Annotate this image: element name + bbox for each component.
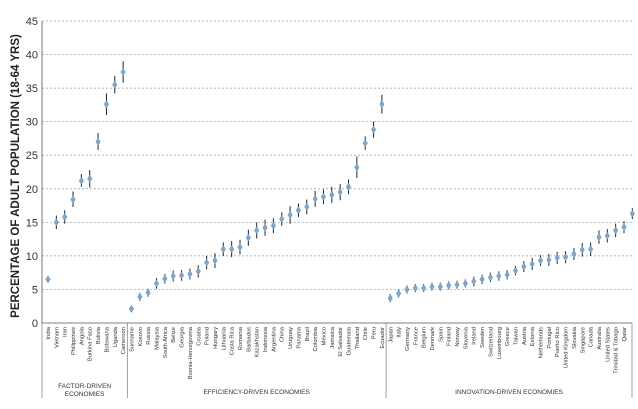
y-axis-title: PERCENTAGE OF ADULT POPULATION (18-64 YRS) [10, 34, 22, 318]
x-tick-label: Botswana [104, 327, 111, 353]
x-tick-label: Japan [388, 327, 395, 343]
data-point [363, 140, 368, 147]
x-tick-label: Burkina Faso [87, 327, 94, 362]
x-tick-label: Slovakia [571, 327, 578, 349]
y-tick-label: 45 [25, 16, 38, 28]
data-point [313, 195, 318, 202]
x-tick-label: Georgia [179, 327, 186, 348]
data-point [522, 263, 527, 270]
data-point [463, 280, 468, 287]
data-point [146, 289, 151, 296]
data-point [171, 272, 176, 279]
x-tick-label: France [413, 327, 420, 346]
x-tick-label: Chile [363, 327, 370, 341]
data-point [196, 268, 201, 275]
x-tick-label: Canada [588, 327, 595, 348]
x-tick-label: Austria [521, 327, 528, 346]
group-label: EFFICIENCY-DRIVEN ECONOMIES [203, 389, 310, 396]
data-point [588, 246, 593, 253]
data-points [46, 61, 635, 312]
data-point [613, 227, 618, 234]
data-point [213, 257, 218, 264]
data-point [555, 254, 560, 261]
data-point [513, 267, 518, 274]
x-tick-label: India [46, 327, 52, 340]
x-tick-label: China [279, 327, 286, 343]
x-tick-label: South Africa [162, 327, 169, 359]
y-tick-label: 40 [25, 49, 38, 62]
x-tick-label: Iran [62, 327, 69, 337]
x-tick-label: Peru [371, 327, 378, 340]
x-tick-label: Netherlands [538, 327, 545, 359]
x-tick-label: Spain [438, 327, 445, 342]
data-point [405, 286, 410, 293]
x-tick-label: Costa Rica [229, 327, 236, 356]
x-tick-label: Lithuania [221, 327, 228, 351]
data-point [421, 285, 426, 292]
x-tick-label: Slovenia [463, 327, 470, 350]
data-point [446, 282, 451, 289]
x-tick-label: Brazil [304, 327, 311, 342]
y-tick-label: 30 [25, 116, 38, 129]
data-point [304, 203, 309, 210]
x-tick-label: Vietnam [54, 327, 61, 349]
data-point [279, 215, 284, 222]
data-point [505, 271, 510, 278]
x-tick-label: Taiwan [513, 327, 520, 346]
data-point [572, 250, 577, 257]
data-point [229, 246, 234, 253]
x-tick-label: Poland [204, 327, 211, 346]
x-tick-label: Barbados [246, 327, 253, 352]
y-tick-label: 35 [25, 83, 38, 96]
x-tick-label: Belize [171, 327, 178, 343]
x-tick-label: Mexico [321, 327, 328, 346]
x-tick-label: Romania [238, 327, 244, 351]
data-point [271, 222, 276, 229]
x-tick-label: Suriname [129, 327, 136, 352]
x-tick-label: Trinidad & Tobago [613, 327, 620, 374]
data-point [54, 219, 59, 226]
y-axis-ticks [26, 16, 38, 330]
data-point [138, 293, 143, 300]
data-point [455, 281, 460, 288]
data-point [480, 276, 485, 283]
data-point [597, 233, 602, 240]
x-tick-label: Belgium [421, 327, 428, 348]
x-tick-label: Jamaica [329, 327, 336, 349]
x-tick-label: Luxembourg [496, 326, 503, 360]
x-tick-label: Colombia [313, 327, 320, 352]
data-point [129, 305, 134, 312]
x-tick-label: Sweden [480, 327, 487, 348]
data-point [188, 270, 193, 277]
y-tick-label: 15 [25, 217, 38, 230]
economy-group-labels [58, 383, 563, 398]
y-tick-label: 5 [31, 284, 38, 297]
gridlines [42, 21, 632, 289]
data-point [246, 234, 251, 241]
data-point [62, 213, 67, 220]
y-tick-label: 0 [31, 318, 38, 330]
data-point [163, 275, 168, 282]
data-point [547, 256, 552, 263]
x-tick-label: Estonia [530, 327, 537, 347]
data-point [112, 81, 117, 88]
x-tick-label: Hungary [212, 327, 219, 349]
data-point [263, 224, 268, 231]
data-point [221, 246, 226, 253]
data-point [104, 101, 109, 108]
x-tick-label: Qatar [622, 327, 628, 342]
x-tick-label: Finland [446, 327, 453, 347]
data-point [605, 232, 610, 239]
x-tick-label: Singapore [580, 327, 587, 354]
data-point [96, 138, 101, 145]
x-tick-label: Denmark [430, 327, 436, 351]
x-axis-category-labels [46, 326, 628, 379]
data-point [371, 126, 376, 133]
x-tick-label: Ecuador [379, 327, 386, 349]
data-point [380, 101, 385, 108]
data-point [563, 254, 568, 261]
x-tick-label: Guatemala [346, 327, 353, 356]
x-tick-label: Kosovo [137, 327, 144, 347]
data-point [413, 285, 418, 292]
data-point [471, 278, 476, 285]
data-point [154, 280, 159, 287]
x-tick-label: Philippines [71, 327, 78, 356]
x-tick-label: Indonesia [263, 327, 270, 353]
data-point [71, 196, 76, 203]
data-point [388, 295, 393, 302]
data-point [496, 272, 501, 279]
data-point [396, 290, 401, 297]
data-point [204, 259, 209, 266]
x-tick-label: Cameroon [121, 327, 128, 355]
x-tick-label: Bolivia [96, 327, 103, 345]
x-tick-label: Switzerland [488, 327, 495, 357]
group-label: INNOVATION-DRIVEN ECONOMIES [455, 389, 563, 396]
x-tick-label: United States [605, 327, 612, 362]
data-point [538, 257, 543, 264]
data-point [46, 276, 51, 283]
x-tick-label: Thailand [354, 327, 361, 350]
y-tick-label: 25 [25, 150, 38, 163]
data-point [580, 246, 585, 253]
data-point [530, 260, 535, 267]
x-tick-label: Puerto Rico [555, 327, 562, 358]
x-tick-label: Malaysia [154, 327, 161, 350]
data-point [622, 223, 627, 230]
data-point [321, 193, 326, 200]
data-point [488, 274, 493, 281]
group-label: FACTOR-DRIVEN ECONOMIES [58, 383, 112, 398]
data-point [355, 164, 360, 171]
x-tick-label: Angola [79, 327, 86, 346]
x-tick-label: Germany [404, 327, 411, 351]
x-tick-label: Bosnia-Herzegovina [187, 327, 194, 380]
data-point [254, 227, 259, 234]
x-tick-label: Australia [596, 327, 603, 350]
x-tick-label: Kazakhstan [254, 327, 261, 358]
x-tick-label: Russia [146, 327, 153, 345]
x-tick-label: Croatia [196, 327, 203, 346]
x-tick-label: Portugal [546, 327, 553, 349]
x-tick-label: Uruguay [288, 327, 295, 349]
x-tick-label: El Salvador [338, 327, 345, 357]
x-tick-label: Norway [455, 327, 462, 347]
x-tick-label: United Kingdom [563, 327, 570, 369]
x-tick-label: Panama [296, 327, 303, 349]
x-tick-label: Ireland [471, 327, 478, 345]
x-tick-label: Greece [505, 327, 512, 347]
x-tick-label: Argentina [271, 327, 278, 352]
data-point [87, 175, 92, 182]
data-point [630, 210, 635, 217]
data-point [346, 183, 351, 190]
data-point [288, 211, 293, 218]
y-tick-label: 10 [25, 250, 38, 263]
y-tick-label: 20 [25, 183, 38, 196]
data-point [121, 68, 126, 75]
x-tick-label: Italy [396, 327, 403, 338]
data-point [79, 177, 84, 184]
x-tick-label: Uganda [112, 327, 119, 348]
data-point [296, 207, 301, 214]
data-point [238, 244, 243, 251]
data-point [179, 272, 184, 279]
data-point [330, 191, 335, 198]
data-point [338, 189, 343, 196]
